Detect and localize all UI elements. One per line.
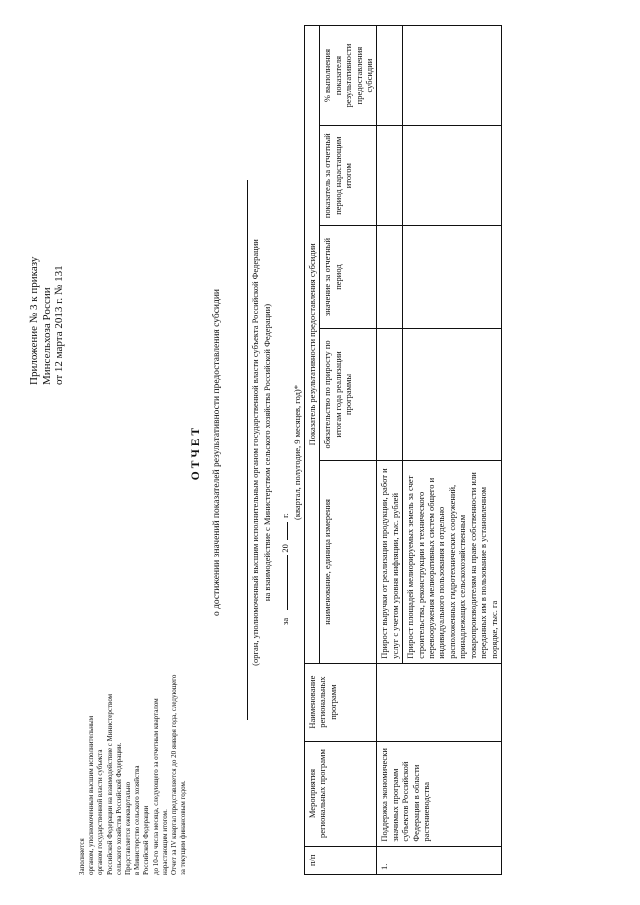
header-cumulative: показатель за отчетный период нарастающим итогом bbox=[320, 126, 377, 226]
note-line: до 10-го числа месяца, следующего за отчетным кварталом bbox=[151, 698, 160, 875]
year-suffix: г. bbox=[280, 513, 290, 518]
row-measure: Поддержка экономически значимых программ субъектов Российской Федерации в области растениеводства bbox=[377, 741, 501, 846]
report-title: ОТЧЕТ bbox=[190, 424, 202, 481]
header-name: наименование, единица измерения bbox=[320, 461, 377, 664]
header-num: п/п bbox=[305, 846, 377, 874]
cell-percent bbox=[377, 26, 403, 126]
header-period-value: значение за отчетный период bbox=[320, 226, 377, 329]
org-fill-line bbox=[247, 180, 248, 720]
year-prefix: 20 bbox=[280, 544, 290, 553]
note-line: за текущим финансовым годом. bbox=[179, 780, 188, 875]
approval-line: от 12 марта 2013 г. № 131 bbox=[53, 265, 65, 385]
cell-period-value bbox=[377, 226, 403, 329]
cell-period-value bbox=[403, 226, 502, 329]
header-programs: Наименование региональных программ bbox=[305, 663, 377, 741]
note-line: нарастающим итогом. bbox=[160, 809, 169, 875]
note-line: Представляется ежеквартально bbox=[124, 781, 133, 875]
approval-line: Приложение № 3 к приказу bbox=[28, 256, 40, 385]
approval-block bbox=[28, 257, 66, 385]
note-line: сельского хозяйства Российской Федерации. bbox=[114, 742, 123, 875]
note-line: органом государственной власти субъекта bbox=[96, 749, 105, 875]
report-table bbox=[304, 25, 502, 875]
report-subtitle: о достижении значений показателей результативности предоставления субсидии bbox=[212, 288, 222, 617]
note-line: органом, уполномоченным высшим исполнительным bbox=[87, 715, 96, 875]
period-blank bbox=[278, 555, 288, 610]
note-line: в Министерство сельского хозяйства bbox=[133, 765, 142, 875]
submission-note bbox=[78, 675, 188, 875]
cell-percent bbox=[403, 26, 502, 126]
header-obligation: обязательство по приросту по итогам года реализации программы bbox=[320, 328, 377, 460]
table-row bbox=[377, 26, 403, 875]
note-line: Отчет за IV квартал представляется до 20 января года, следующего bbox=[170, 674, 179, 875]
year-blank bbox=[278, 522, 288, 540]
row-num: 1. bbox=[377, 846, 501, 874]
org-caption-line1: (орган, уполномоченный высшим исполнительным органом государственной власти субъекта Российской Федерации bbox=[250, 239, 260, 666]
row-indicator-1: Прирост выручки от реализации продукции, работ и услуг с учетом уровня инфляции, тыс. рублей bbox=[377, 461, 403, 664]
row-indicator-2: Прирост площадей мелиорируемых земель за счет строительства, реконструкции и технического перевооружения мелиоративных систем общего и индивидуального пользования и отдельно расположенных гидротехнических сооружений, принадлежащих сельскохозяйственным товаропроизводителям на праве собственности или переданных им в пользование в установленном порядке, тыс. га bbox=[403, 461, 502, 664]
note-line: Заполняется bbox=[78, 838, 86, 875]
cell-cumulative bbox=[377, 126, 403, 226]
period-prefix: за bbox=[280, 617, 290, 625]
cell-cumulative bbox=[403, 126, 502, 226]
approval-line: Минсельхоза России bbox=[40, 287, 53, 385]
header-measures: Мероприятия региональных программ bbox=[305, 741, 377, 846]
period-row bbox=[278, 513, 290, 625]
header-percent: % выполнения показателя результативности предоставления субсидии bbox=[320, 26, 377, 126]
period-caption: (квартал, полугодие, 9 месяцев, год)* bbox=[292, 385, 302, 520]
cell-obligation bbox=[377, 328, 403, 460]
note-line: Российской Федерации на взаимодействие с Министерством bbox=[105, 693, 114, 875]
header-indicator-group: Показатель результативности предоставления субсидии bbox=[305, 26, 320, 664]
cell-obligation bbox=[403, 328, 502, 460]
row-program bbox=[377, 663, 501, 741]
note-line: Российской Федерации bbox=[142, 805, 151, 875]
org-caption-line2: на взаимодействие с Министерством сельского хозяйства Российской Федерации) bbox=[262, 303, 272, 602]
